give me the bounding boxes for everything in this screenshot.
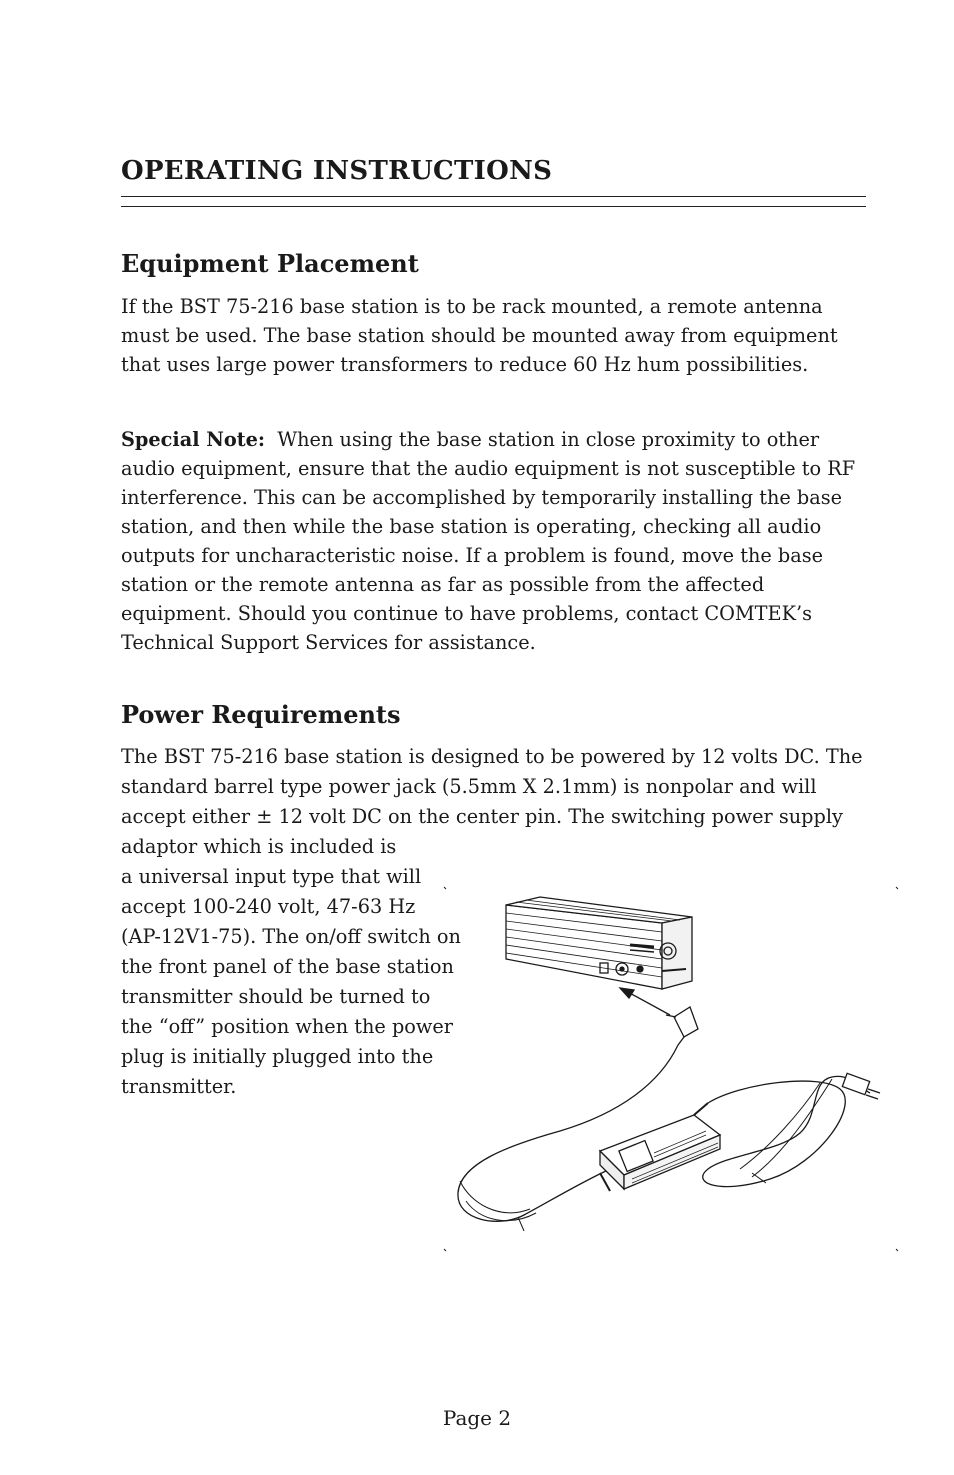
ac-plug xyxy=(842,1073,880,1099)
power-adapter-illustration xyxy=(440,883,902,1255)
power-requirements-paragraph-continued: a universal input type that will accept 100-240 volt, 47-63 Hz (AP-12V1-75). The on/off switch on the front panel of the base station transmitter should be turned to the “off” position when the power plug is initially plugged into the transmitter. xyxy=(121,865,461,1098)
base-station-unit xyxy=(506,897,692,989)
special-note-body: When using the base station in close proximity to other audio equipment, ensure that the audio equipment is not susceptible to RF interference. This can be accomplished by temporarily installing the base station, and then while the base station is operating, checking all audio outputs for uncharacteristic noise. If a problem is found, move the base station or the remote antenna as far as possible from the affected equipment. Should you continue to have problems, contact COMTEK’s Technical Support Services for assistance. xyxy=(121,428,856,654)
equipment-placement-heading: Equipment Placement xyxy=(121,249,419,278)
power-requirements-heading: Power Requirements xyxy=(121,700,401,729)
equipment-placement-paragraph: If the BST 75-216 base station is to be rack mounted, a remote antenna must be used. The base station should be mounted away from equipment that uses large power transformers to reduce 60 Hz hum possibilities. xyxy=(121,295,838,376)
special-note-paragraph xyxy=(121,425,866,657)
barrel-plug xyxy=(666,1007,698,1045)
insertion-arrow xyxy=(620,988,670,1015)
title-rule-bottom xyxy=(121,206,866,207)
power-requirements-paragraph: The BST 75-216 base station is designed to be powered by 12 volts DC. The standard barrel type power jack (5.5mm X 2.1mm) is nonpolar and will accept either ± 12 volt DC on the center pin. The switching power supply adaptor which is included is xyxy=(121,745,863,858)
title-rule-top xyxy=(121,196,866,197)
page-title: OPERATING INSTRUCTIONS xyxy=(121,156,553,186)
special-note-label: Special Note: xyxy=(121,428,266,451)
ac-cord xyxy=(703,1076,870,1186)
page-number: Page 2 xyxy=(442,1406,512,1430)
power-adapter-brick xyxy=(600,1103,720,1191)
